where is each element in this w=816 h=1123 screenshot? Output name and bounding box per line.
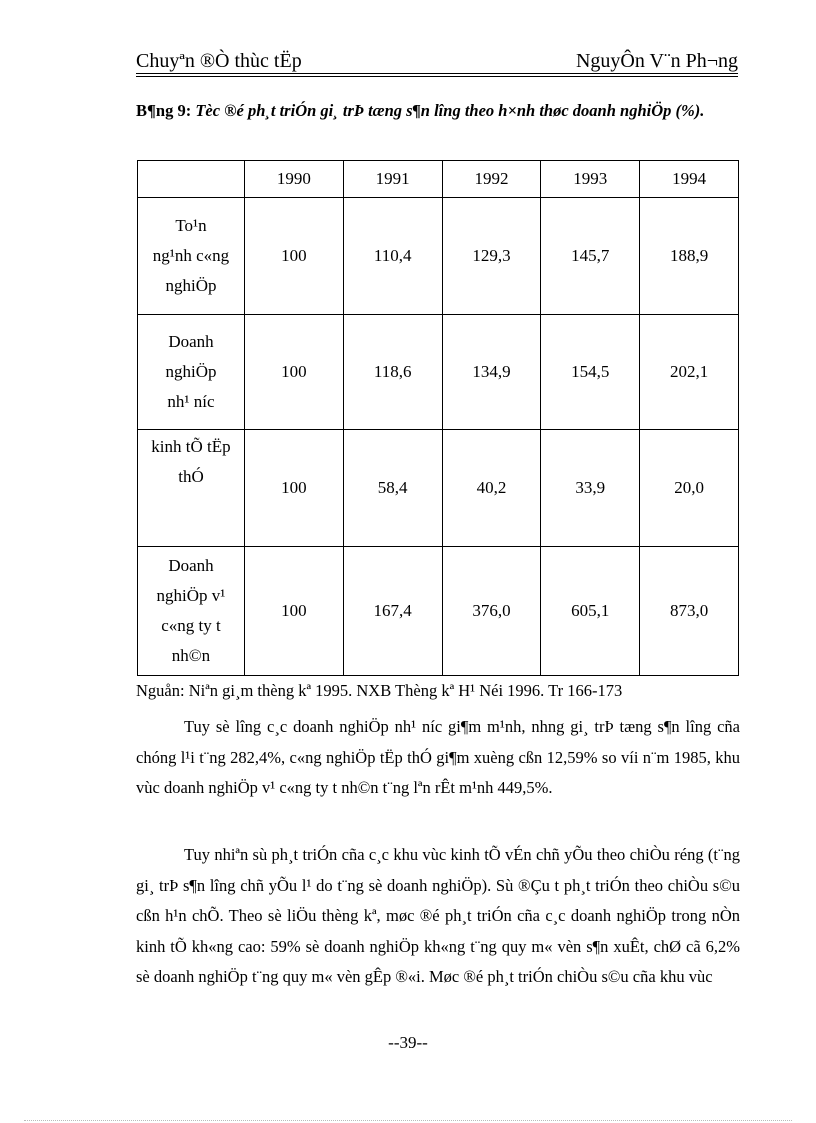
- table-caption-number: B¶ng 9:: [136, 101, 192, 120]
- row-label-line: To¹n: [175, 216, 207, 235]
- row-label-line: nghiÖp: [165, 362, 217, 381]
- table-caption: [136, 95, 740, 126]
- row-label-line: nh¹ níc: [167, 392, 215, 411]
- year-header: 1994: [640, 161, 739, 198]
- table-cell: 202,1: [640, 315, 739, 430]
- table-cell: 605,1: [541, 547, 640, 676]
- table-cell: 100: [244, 547, 343, 676]
- table-cell: 100: [244, 198, 343, 315]
- table-cell: 873,0: [640, 547, 739, 676]
- row-label-line: Doanh: [168, 556, 214, 575]
- table-cell: 145,7: [541, 198, 640, 315]
- header-author: NguyÔn V¨n Ph¬ng: [575, 50, 738, 72]
- table-cell: 58,4: [343, 430, 442, 547]
- row-label-line: Doanh: [168, 332, 214, 351]
- table-cell: 376,0: [442, 547, 541, 676]
- row-label-line: nghiÖp v¹: [156, 586, 226, 605]
- row-label-line: ng¹nh c«ng: [152, 246, 230, 265]
- table-cell: 20,0: [640, 430, 739, 547]
- row-label-line: thÓ: [178, 467, 204, 486]
- table-cell: 100: [244, 315, 343, 430]
- row-label: [138, 315, 245, 430]
- growth-table: [137, 160, 739, 676]
- table-cell: 167,4: [343, 547, 442, 676]
- table-cell: 134,9: [442, 315, 541, 430]
- page-number: --39--: [388, 1033, 428, 1052]
- table-source-note: Nguån: Niªn gi¸m thèng kª 1995. NXB Thèng kª H¹ Néi 1996. Tr 166-173: [136, 681, 623, 700]
- row-label-line: c«ng ty t: [161, 616, 221, 635]
- table-header-row: [138, 161, 739, 198]
- table-cell: 129,3: [442, 198, 541, 315]
- row-label: [138, 198, 245, 315]
- year-header: 1990: [244, 161, 343, 198]
- table-cell: 40,2: [442, 430, 541, 547]
- table-corner-cell: [138, 161, 245, 198]
- table-cell: 154,5: [541, 315, 640, 430]
- year-header: 1993: [541, 161, 640, 198]
- row-label-line: kinh tÕ tËp: [151, 437, 231, 456]
- page-bottom-divider: [24, 1120, 792, 1121]
- year-header: 1991: [343, 161, 442, 198]
- row-label-line: nghiÖp: [165, 276, 217, 295]
- body-paragraph: Tuy sè lîng c¸c doanh nghiÖp nh¹ níc gi¶m m¹nh, nhng gi¸ trÞ tæng s¶n lîng cña chóng l¹i t¨ng 282,4%, c«ng nghiÖp tËp thÓ gi¶m xuèng cßn 12,59% so víi n¨m 1985, khu vùc doanh nghiÖp v¹ c«ng ty t nh©n t¨ng lªn rÊt m¹nh 449,5%.: [136, 717, 740, 797]
- row-label: [138, 430, 245, 547]
- header-divider: [136, 73, 738, 74]
- table-row: [138, 547, 739, 676]
- table-row: [138, 198, 739, 315]
- table-cell: 100: [244, 430, 343, 547]
- year-header: 1992: [442, 161, 541, 198]
- body-paragraph: Tuy nhiªn sù ph¸t triÓn cña c¸c khu vùc kinh tÕ vÉn chñ yÕu theo chiÒu réng (t¨ng gi¸ trÞ s¶n lîng chñ yÕu l¹ do t¨ng sè doanh nghiÖp). Sù ®Çu t ph¸t triÓn theo chiÒu s©u cßn h¹n chÕ. Theo sè liÖu thèng kª, møc ®é ph¸t triÓn cña c¸c doanh nghiÖp trong nÒn kinh tÕ kh«ng cao: 59% sè doanh nghiÖp kh«ng t¨ng quy m« vèn s¶n xuÊt, chØ cã 6,2% sè doanh nghiÖp t¨ng quy m« vèn gÊp ®«i. Møc ®é ph¸t triÓn chiÒu s©u cña khu vùc: [136, 845, 740, 986]
- table-cell: 118,6: [343, 315, 442, 430]
- table-row: [138, 430, 739, 547]
- header-left-title: Chuyªn ®Ò thùc tËp: [136, 50, 302, 72]
- table-cell: 110,4: [343, 198, 442, 315]
- table-cell: 33,9: [541, 430, 640, 547]
- table-row: [138, 315, 739, 430]
- table-caption-title: Tèc ®é ph¸t triÓn gi¸ trÞ tæng s¶n lîng theo h×nh thøc doanh nghiÖp (%).: [195, 101, 705, 120]
- row-label-line: nh©n: [171, 646, 211, 665]
- header-divider-double: [136, 76, 738, 77]
- table-cell: 188,9: [640, 198, 739, 315]
- row-label: [138, 547, 245, 676]
